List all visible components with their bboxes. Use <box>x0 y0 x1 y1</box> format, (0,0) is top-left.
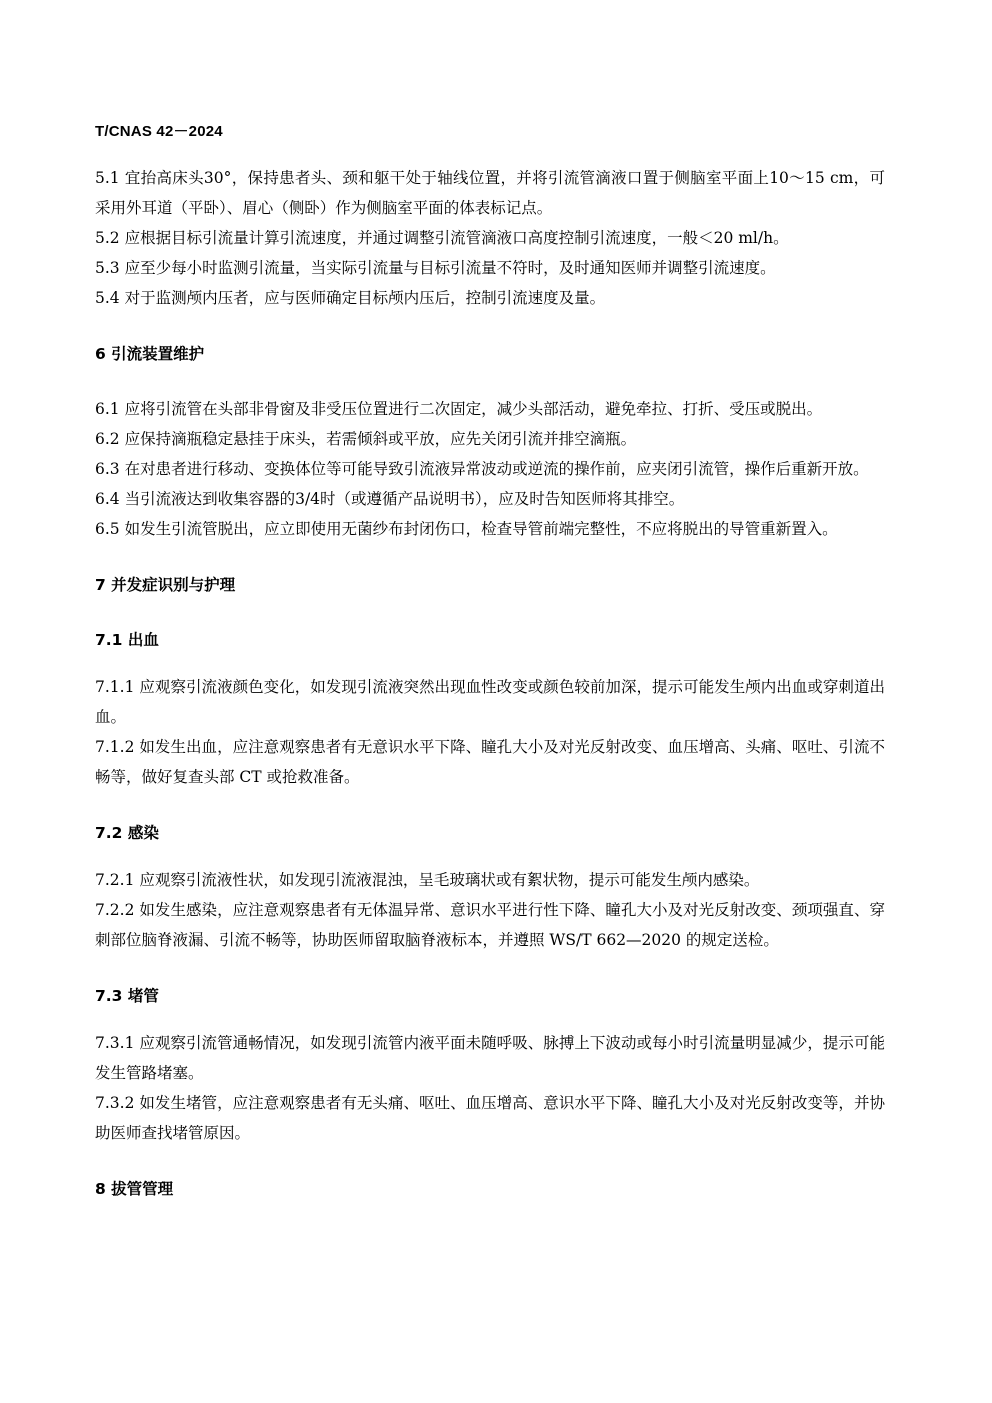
section-7-2-heading: 7.2 感染 <box>95 824 159 842</box>
clause-7-1-1: 7.1.1 应观察引流液颜色变化，如发现引流液突然出现血性改变或颜色较前加深，提示可能发生颅内出血或穿刺道出血。 <box>95 678 885 726</box>
clause-6-4: 6.4 当引流液达到收集容器的3/4时（或遵循产品说明书），应及时告知医师将其排空。 <box>95 490 685 508</box>
section-7-1-heading: 7.1 出血 <box>95 631 159 649</box>
clause-5-2: 5.2 应根据目标引流量计算引流速度，并通过调整引流管滴液口高度控制引流速度，一般＜20 ml/h。 <box>95 229 789 247</box>
clause-7-1-2: 7.1.2 如发生出血，应注意观察患者有无意识水平下降、瞳孔大小及对光反射改变、血压增高、头痛、呕吐、引流不畅等，做好复查头部 CT 或抢救准备。 <box>95 738 885 786</box>
clause-7-3-2: 7.3.2 如发生堵管，应注意观察患者有无头痛、呕吐、血压增高、意识水平下降、瞳孔大小及对光反射改变等，并协助医师查找堵管原因。 <box>95 1094 885 1142</box>
clause-6-2: 6.2 应保持滴瓶稳定悬挂于床头，若需倾斜或平放，应先关闭引流并排空滴瓶。 <box>95 430 637 448</box>
section-6-heading: 6 引流装置维护 <box>95 345 205 363</box>
clause-5-4: 5.4 对于监测颅内压者，应与医师确定目标颅内压后，控制引流速度及量。 <box>95 289 606 307</box>
section-7-3-heading: 7.3 堵管 <box>95 987 159 1005</box>
section-8-heading: 8 拔管管理 <box>95 1180 174 1198</box>
clause-7-2-1: 7.2.1 应观察引流液性状，如发现引流液混浊，呈毛玻璃状或有絮状物，提示可能发生颅内感染。 <box>95 871 760 889</box>
clause-5-1: 5.1 宜抬高床头30°，保持患者头、颈和躯干处于轴线位置，并将引流管滴液口置于侧脑室平面上10～15 cm，可采用外耳道（平卧）、眉心（侧卧）作为侧脑室平面的体表标记点。 <box>95 169 885 217</box>
clause-5-3: 5.3 应至少每小时监测引流量，当实际引流量与目标引流量不符时，及时通知医师并调整引流速度。 <box>95 259 776 277</box>
clause-6-5: 6.5 如发生引流管脱出，应立即使用无菌纱布封闭伤口，检查导管前端完整性，不应将脱出的导管重新置入。 <box>95 520 838 538</box>
document-body <box>95 163 885 1229</box>
clause-6-3: 6.3 在对患者进行移动、变换体位等可能导致引流液异常波动或逆流的操作前，应夹闭引流管，操作后重新开放。 <box>95 460 869 478</box>
clause-6-1: 6.1 应将引流管在头部非骨窗及非受压位置进行二次固定，减少头部活动，避免牵拉、打折、受压或脱出。 <box>95 400 823 418</box>
clause-7-2-2: 7.2.2 如发生感染，应注意观察患者有无体温异常、意识水平进行性下降、瞳孔大小及对光反射改变、颈项强直、穿刺部位脑脊液漏、引流不畅等，协助医师留取脑脊液标本，并遵照 WS/T 662—2020 的规定送检。 <box>95 901 885 949</box>
section-7-heading: 7 并发症识别与护理 <box>95 576 236 594</box>
clause-7-3-1: 7.3.1 应观察引流管通畅情况，如发现引流管内液平面未随呼吸、脉搏上下波动或每小时引流量明显减少，提示可能发生管路堵塞。 <box>95 1034 885 1082</box>
document-id-header: T/CNAS 42－2024 <box>95 123 223 140</box>
